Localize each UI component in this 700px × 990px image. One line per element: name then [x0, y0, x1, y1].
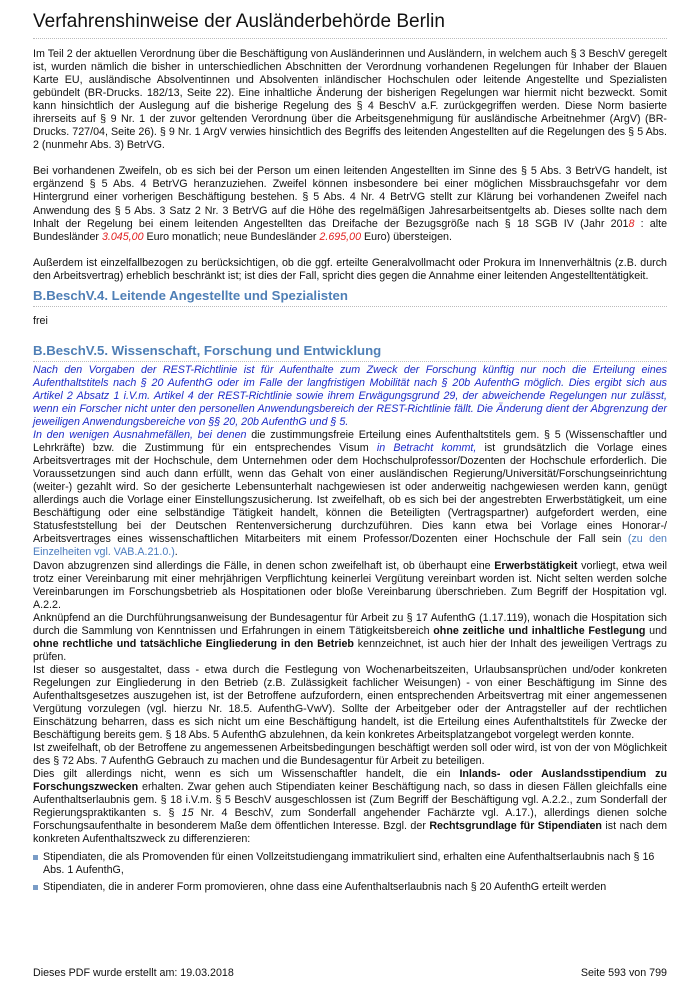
reference-link[interactable]: (zu den Einzelheiten vgl. VAB.A.21.0.): [33, 533, 667, 559]
paragraph-1: Im Teil 2 der aktuellen Verordnung über die Beschäftigung von Ausländerinnen und Ausländern, in welchem auch § 3 BeschV geregelt ist, wurden nämlich die bisher in unterschiedlichen Abschnitten der Verordnung vorhandenen Regelungen für Inhaber der Blauen Karte EU, ausländische Absolventinnen und Absolventen inländischer Hochschulen oder leitende Angestellte und Spezialisten gebündelt (BR-Drucks. 182/13, Seite 22). Eine inhaltliche Änderung der bisherigen Regelungen war hiermit nicht bezweckt. Somit kann hinsichtlich der Auslegung auf die bisherige Regelung des § 4 BeschV a.F. zurückgegriffen werden. Diese Norm basierte ihrerseits auf § 9 Nr. 1 der zuvor geltenden Verordnung über die Arbeitsgenehmigung für ausländische Arbeitnehmer (ArgV) (BR-Drucks. 727/04, Seite 26). § 9 Nr. 1 ArgV verwies hinsichtlich des Begriffs des leitenden Angestellten auf die Regelungen des § 5 Abs. 2 (nunmehr Abs. 3) BetrVG.: [33, 48, 667, 152]
paragraph-v5-5: Ist zweifelhaft, ob der Betroffene zu angemessenen Arbeitsbedingungen beschäftigt werden soll oder wird, ist von der von Möglichkeit des § 72 Abs. 7 AufenthG Gebrauch zu machen und die Bundesagentur für Arbeit zu beteiligen.: [33, 742, 667, 768]
square-bullet-icon: [33, 885, 38, 890]
paragraph-v5-1: In den wenigen Ausnahmefällen, bei denen die zustimmungsfreie Erteilung eines Aufenthaltstitels gem. § 5 (Wissenschaftler und Lehrkräfte) bzw. die Zustimmung für ein entsprechendes Visum in Betracht kommt, ist grundsätzlich die Vorlage eines Arbeitsvertrages mit der Hochschule, dem Unternehmen oder dem Hochschulprofessor/Dozenten der Hochschule erforderlich. Die Voraussetzungen sind auch dann erfüllt, wenn das Gehalt von einer ausländischen Regierung/Universität/Forschungseinrichtung (weiter-) gezahlt wird. So der gesicherte Lebensunterhalt nachgewiesen ist oder anderweitig nachgewiesen werden kann, genügt allerdings auch die Vorlage einer Einstellungszusicherung. Ist zweifelhaft, ob es sich bei der angestrebten Erwerbstätigkeit, um eine Beschäftigung oder eine selbständige Tätigkeit handelt, können die Beteiligten (Vertragspartner) aufgefordert werden, eine Statusfeststellung bei der Deutschen Rentenversicherung durchzuführen. Dies kann etwa bei Vorlage eines Honorar-/ Arbeitsvertrages eines wissenschaftlichen Mitarbeiters mit einem Professor/Dozenten einer Hochschule der Fall sein (zu den Einzelheiten vgl. VAB.A.21.0.).: [33, 429, 667, 559]
page-title: Verfahrenshinweise der Ausländerbehörde Berlin: [33, 10, 667, 39]
amount-east: 2.695,00: [319, 230, 362, 243]
paragraph-v5-4: Ist dieser so ausgestaltet, dass - etwa durch die Festlegung von Wochenarbeitszeiten, Urlaubsansprüchen und/oder konkreten Regelungen zur Eingliederung in den Betrieb (z.B. Zulässigkeit fachlicher Weisungen) - von einer Beschäftigung im Sinne des Aufenthaltsgesetzes auszugehen ist, ist der Betroffene aufzufordern, einen entsprechenden Arbeitsvertrag mit einer angemessenen Vergütung vorzulegen (vgl. hierzu Nr. 18.5. AufenthG-VwV). Sollte der Arbeitgeber oder der Antragsteller auf der rechtlichen Einschätzung beharren, dass es sich nicht um eine Beschäftigung handelt, ist die Erteilung eines Aufenthaltstitels für Zwecke der Beschäftigung bereits gem. § 18 Abs. 5 AufenthG abzulehnen, da kein konkretes Arbeitsplatzangebot vorgelegt werden konnte.: [33, 663, 667, 742]
page-footer: [33, 967, 667, 979]
section-heading-v5: B.BeschV.5. Wissenschaft, Forschung und Entwicklung: [33, 342, 667, 362]
list-item: Stipendiaten, die als Promovenden für einen Vollzeitstudiengang immatrikuliert sind, erhalten eine Aufenthaltserlaubnis nach § 16 Abs. 1 AufenthG,: [33, 851, 667, 877]
list-item: Stipendiaten, die in anderer Form promovieren, ohne dass eine Aufenthaltserlaubnis nach § 20 AufenthG erteilt werden: [33, 881, 667, 894]
paragraph-v5-6: Dies gilt allerdings nicht, wenn es sich um Wissenschaftler handelt, die ein Inlands- oder Auslandsstipendium zu Forschungszwecken erhalten. Zwar gehen auch Stipendiaten keiner Beschäftigung nach, so dass in diesen Fällen gleichfalls eine Aufenthaltserlaubnis gem. § 18 i.V.m. § 5 BeschV ausgeschlossen ist (Zum Begriff der Beschäftigung vgl. A.2.2., zum Sonderfall der Regierungspraktikanten s. § 15 Nr. 4 BeschV, zum Sonderfall angehender Fachärzte vgl. A.17.), allerdings dienen solche Forschungsaufenthalte in besonderem Maße dem öffentlichen Interesse. Bzgl. der Rechtsgrundlage für Stipendiaten ist nach dem konkreten Aufenthaltszweck zu differenzieren:: [33, 768, 668, 846]
document-page: [33, 10, 667, 894]
paragraph-2: Bei vorhandenen Zweifeln, ob es sich bei der Person um einen leitenden Angestellten im Sinne des § 5 Abs. 3 BetrVG handelt, ist ergänzend § 5 Abs. 4 BetrVG heranzuziehen. Zweifel können insbesondere bei einer möglichen Missbrauchsgefahr vor dem Hintergrund einer vorherigen Beschäftigung bestehen. § 5 Abs. 4 Nr. 4 BetrVG stellt zur Klärung bei vorhandenen Zweifel nach Anwendung des § 5 Abs. 3 Satz 2 Nr. 3 BetrVG auf die Höhe des regelmäßigen Jahresarbeitsentgelts ab. Dieses sollte nach dem Inhalt der Regelung bei einem leitenden Angestellten das Dreifache der Bezugsgröße nach § 18 SGB IV (Jahr 2018 : alte Bundesländer 3.045,00 Euro monatlich; neue Bundesländer 2.695,00 Euro) übersteigen.: [33, 165, 668, 243]
section-heading-v4: B.BeschV.4. Leitende Angestellte und Spezialisten: [33, 287, 667, 307]
paragraph-v5-2: Davon abzugrenzen sind allerdings die Fälle, in denen schon zweifelhaft ist, ob überhaupt eine Erwerbstätigkeit vorliegt, etwa weil trotz einer Vereinbarung mit einer mehrjährigen Verpflichtung keinerlei Vergütung vereinbart worden ist. Nicht selten werden solche Vereinbarungen im Forschungsbetrieb als Hospitationen oder bloße Vereinbarung überschrieben. Zum Begriff der Hospitation vgl. A.2.2.: [33, 559, 667, 611]
amount-west: 3.045,00: [101, 230, 144, 243]
rest-directive-note: Nach den Vorgaben der REST-Richtlinie ist für Aufenthalte zum Zweck der Forschung künftig nur noch die Erteilung eines Aufenthaltstitels nach § 20 AufenthG oder im Falle der langfristigen Mobilität nach § 20b AufenthG möglich. Dies ergibt sich aus Artikel 2 Absatz 1 i.V.m. Artikel 4 der REST-Richtlinie sowie ihrem Erwägungsgrund 29, der abweichende Regelungen nur zulässt, wenn ein Forscher nicht unter den personellen Anwendungsbereich der REST-Richtlinie fällt. Die Änderung dient der Abgrenzung der jeweiligen Anwendungsbereiche von §§ 20, 20b AufenthG und § 5.: [33, 363, 667, 428]
paragraph-v5-3: Anknüpfend an die Durchführungsanweisung der Bundesagentur für Arbeit zu § 17 AufenthG (1.17.119), wonach die Hospitation sich durch die Sammlung von Kenntnissen und Erfahrungen in einem Tätigkeitsbereich ohne zeitliche und inhaltliche Festlegung und ohne rechtliche und tatsächliche Eingliederung in den Betrieb kennzeichnet, ist auch hier der Inhalt des jeweiligen Vertrags zu prüfen.: [33, 611, 667, 663]
stipend-list: [33, 851, 667, 894]
section-v4-text: frei: [33, 314, 48, 327]
year-digit: 8: [628, 217, 635, 230]
square-bullet-icon: [33, 855, 38, 860]
page-number: Seite 593 von 799: [580, 967, 667, 979]
paragraph-3: Außerdem ist einzelfallbezogen zu berücksichtigen, ob die ggf. erteilte Generalvollmacht oder Prokura im Innenverhältnis (z.B. durch den Arbeitsvertrag) erheblich beschränkt ist; ist dies der Fall, spricht dies gegen die Annahme einer leitenden Angestelltentätigkeit.: [33, 256, 667, 282]
creation-date: Dieses PDF wurde erstellt am: 19.03.2018: [33, 967, 234, 979]
